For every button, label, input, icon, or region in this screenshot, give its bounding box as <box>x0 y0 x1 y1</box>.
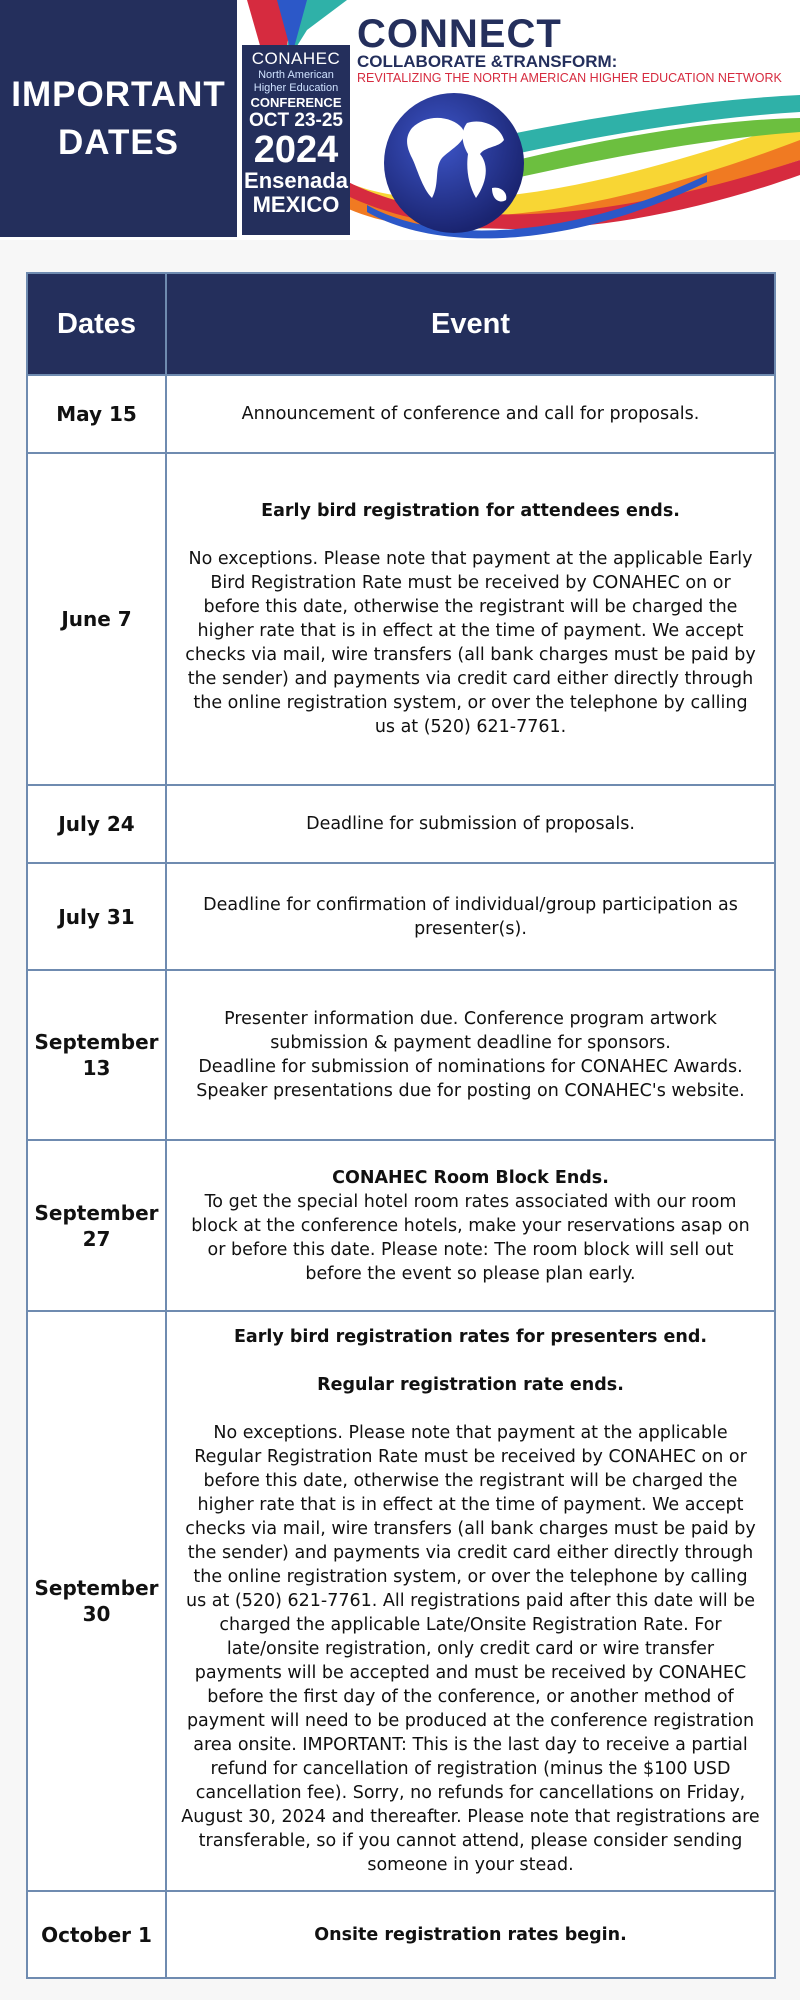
table-row <box>27 1140 775 1311</box>
event-body: To get the special hotel room rates associated with our room block at the conference hotels, make your reservations asap on or before this date. Please note: The room block will sell out before the event so please plan early. <box>191 1191 750 1284</box>
conahec-logo: CONAHEC <box>251 49 341 68</box>
event-line-3: Speaker presentations due for posting on CONAHEC's website. <box>196 1081 745 1101</box>
date-line-1: September <box>34 1030 159 1054</box>
table-row <box>27 863 775 970</box>
event-body: No exceptions. Please note that payment at the applicable Regular Registration Rate must be received by CONAHEC on or before this date, otherwise the registrant will be charged the higher rate that is in effect at the time of payment. We accept checks via mail, wire transfers (all bank charges must be paid by the sender) and payments via credit card either directly through the online registration system, or over the telephone by calling us at (520) 621-7761. All registrations paid after this date will be charged the applicable Late/Onsite Registration Rate. For late/onsite registration, only credit card or wire transfer payments will be accepted and must be received by CONAHEC before the first day of the conference, or another method of payment will need to be produced at the conference registration area onsite. IMPORTANT: This is the last day to receive a partial refund for cancellation of registration (minus the $100 USD cancellation fee). Sorry, no refunds for cancellations on Friday, August 30, 2024 and thereafter. Please note that registrations are transferable, so if you cannot attend, please consider sending someone in your stead. <box>181 1423 760 1875</box>
table-row <box>27 1891 775 1978</box>
title-line-1: IMPORTANT <box>11 74 226 114</box>
row-event <box>166 1140 775 1311</box>
event-line-1: Presenter information due. Conference program artwork submission & payment deadline for sponsors. <box>224 1009 717 1053</box>
title-line-2: DATES <box>57 122 180 162</box>
row-date <box>27 970 166 1140</box>
row-event <box>166 970 775 1140</box>
table-row <box>27 375 775 453</box>
row-date: June 7 <box>27 453 166 785</box>
row-date: July 31 <box>27 863 166 970</box>
connect-headline: CONNECT <box>357 12 562 56</box>
date-line-2: 13 <box>82 1056 111 1080</box>
important-dates-table <box>26 272 776 1979</box>
conf-country: MEXICO <box>252 192 340 217</box>
row-date: July 24 <box>27 785 166 863</box>
row-event: Deadline for confirmation of individual/group participation as presenter(s). <box>166 863 775 970</box>
conf-sub-2: Higher Education <box>253 82 339 94</box>
event-heading-1: Early bird registration rates for presenters end. <box>233 1327 708 1347</box>
event-line-2: Deadline for submission of nominations for CONAHEC Awards. <box>198 1057 743 1077</box>
globe-icon <box>382 88 532 238</box>
header-event: Event <box>166 273 775 375</box>
date-line-1: September <box>34 1576 159 1600</box>
collaborate-tagline: COLLABORATE &TRANSFORM: <box>357 52 618 71</box>
row-event: Announcement of conference and call for proposals. <box>166 375 775 453</box>
conf-city: Ensenada <box>244 168 348 193</box>
row-date: October 1 <box>27 1891 166 1978</box>
row-date <box>27 1311 166 1891</box>
row-event: Deadline for submission of proposals. <box>166 785 775 863</box>
page-title <box>0 0 237 237</box>
table-row <box>27 1311 775 1891</box>
date-line-2: 30 <box>82 1602 111 1626</box>
conf-dates: OCT 23-25 <box>249 110 343 131</box>
event-body: No exceptions. Please note that payment at the applicable Early Bird Registration Rate must be received by CONAHEC on or before this date, otherwise the registrant will be charged the higher rate that is in effect at the time of payment. We accept checks via mail, wire transfers (all bank charges must be paid by the sender) and payments via credit card either directly through the online registration system, or over the telephone by calling us at (520) 621-7761. <box>185 549 756 737</box>
conf-sub-1: North American <box>258 69 334 81</box>
conf-label: CONFERENCE <box>250 95 342 110</box>
conference-badge <box>242 45 350 235</box>
revitalizing-subtagline: REVITALIZING THE NORTH AMERICAN HIGHER EDUCATION NETWORK <box>357 71 782 85</box>
header-banner <box>0 0 800 240</box>
table-row <box>27 785 775 863</box>
event-heading-2: Regular registration rate ends. <box>317 1375 624 1395</box>
row-date <box>27 1140 166 1311</box>
row-event: Onsite registration rates begin. <box>166 1891 775 1978</box>
row-event <box>166 453 775 785</box>
event-heading: CONAHEC Room Block Ends. <box>332 1167 609 1188</box>
important-dates-table-wrap <box>26 272 774 1979</box>
event-heading: Early bird registration for attendees ends. <box>261 501 680 521</box>
date-line-2: 27 <box>82 1226 111 1251</box>
table-header-row <box>27 273 775 375</box>
row-event <box>166 1311 775 1891</box>
conf-year: 2024 <box>253 129 339 171</box>
header-dates: Dates <box>27 273 166 375</box>
table-row <box>27 970 775 1140</box>
row-date: May 15 <box>27 375 166 453</box>
table-row <box>27 453 775 785</box>
date-line-1: September <box>34 1200 159 1225</box>
conference-banner <box>237 0 800 240</box>
